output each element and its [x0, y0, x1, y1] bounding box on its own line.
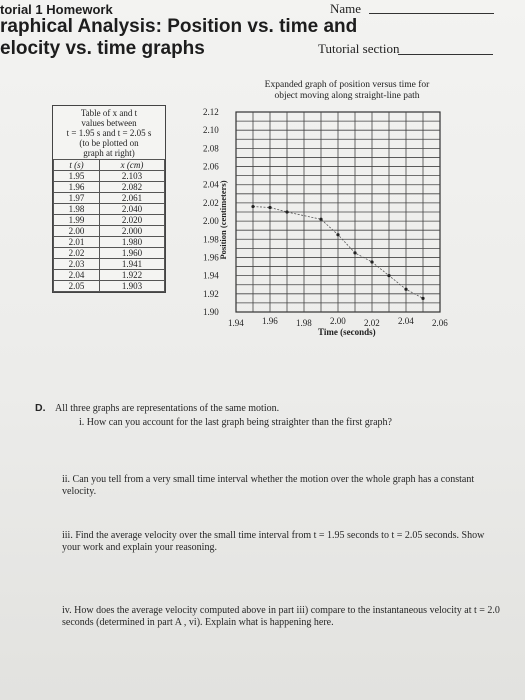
column-header-t: t (s): [54, 160, 100, 171]
y-tick-label: 2.10: [203, 125, 219, 136]
name-label: Name: [330, 1, 362, 16]
cell-x: 2.040: [99, 204, 164, 215]
cell-t: 1.95: [54, 171, 100, 182]
page-title-line1: raphical Analysis: Position vs. time and: [0, 16, 358, 37]
tutorial-section-label: Tutorial section: [318, 41, 400, 56]
y-tick-label: 2.04: [203, 179, 219, 190]
cell-t: 2.02: [54, 248, 100, 259]
question-iv: iv. How does the average velocity computed above in part iii) compare to the instantaneous velocity at t = 2.0 seconds (determined in part A , vi). Explain what is happening here.: [62, 605, 500, 628]
cell-x: 2.000: [99, 226, 164, 237]
question-i: i. How can you account for the last graph being straighter than the first graph?: [79, 417, 392, 428]
data-point: [319, 218, 322, 221]
data-point: [404, 288, 407, 291]
table-caption-line: t = 1.95 s and t = 2.05 s: [66, 128, 152, 138]
data-point: [268, 206, 271, 209]
data-point: [285, 210, 288, 213]
cell-t: 2.03: [54, 259, 100, 270]
table-caption-line: values between: [81, 118, 137, 128]
cell-t: 1.98: [54, 204, 100, 215]
cell-x: 1.980: [99, 237, 164, 248]
y-tick-label: 2.02: [203, 197, 219, 208]
y-tick-label: 1.94: [203, 270, 219, 281]
x-tick-label: 2.06: [432, 318, 448, 328]
table-caption-line: Table of x and t: [80, 108, 138, 118]
cell-t: 1.96: [54, 182, 100, 193]
x-tick-label: 1.98: [296, 318, 312, 328]
y-tick-label: 2.08: [203, 143, 219, 154]
y-tick-label: 2.12: [203, 107, 219, 117]
y-tick-label: 1.98: [203, 234, 219, 245]
cell-t: 2.04: [54, 270, 100, 281]
graph-title-text: Expanded graph of position versus time for object moving along straight-line path: [264, 80, 430, 101]
column-header-x: x (cm): [99, 160, 164, 171]
page-title-line2: elocity vs. time graphs: [0, 38, 205, 59]
x-tick-label: 2.04: [398, 316, 414, 326]
x-axis-label: Time (seconds): [318, 327, 376, 337]
table-caption-line: graph at right): [83, 148, 135, 158]
question-iii: iii. Find the average velocity over the small time interval from t = 1.95 seconds to t = 2.05 seconds. Show your work and explain your reasoning.: [62, 530, 485, 553]
question-ii: ii. Can you tell from a very small time interval whether the motion over the whole graph has a constant velocity.: [62, 474, 475, 497]
part-d-text: All three graphs are representations of the same motion.: [55, 403, 280, 414]
course-label: torial 1 Homework: [0, 2, 113, 17]
y-tick-label: 2.06: [203, 161, 219, 172]
data-point: [353, 251, 356, 254]
cell-x: 2.020: [99, 215, 164, 226]
cell-t: 2.00: [54, 226, 100, 237]
y-axis-label: Position (centimeters): [218, 180, 228, 260]
cell-x: 1.922: [99, 270, 164, 281]
data-point: [251, 205, 254, 208]
y-tick-label: 1.96: [203, 252, 219, 263]
cell-x: 2.061: [99, 193, 164, 204]
cell-x: 1.903: [99, 281, 164, 292]
x-tick-label: 2.00: [330, 316, 346, 326]
cell-x: 2.082: [99, 182, 164, 193]
cell-x: 2.103: [99, 171, 164, 182]
cell-x: 1.960: [99, 248, 164, 259]
y-tick-label: 1.92: [203, 288, 219, 299]
data-point: [421, 297, 424, 300]
cell-t: 2.01: [54, 237, 100, 248]
x-tick-label: 1.96: [262, 316, 278, 326]
data-point: [370, 260, 373, 263]
cell-x: 1.941: [99, 259, 164, 270]
cell-t: 1.97: [54, 193, 100, 204]
y-tick-label: 2.00: [203, 216, 219, 227]
cell-t: 2.05: [54, 281, 100, 292]
part-d-letter: D.: [35, 402, 46, 414]
y-tick-label: 1.90: [203, 307, 219, 317]
x-tick-label: 1.94: [228, 318, 244, 328]
x-tick-label: 2.02: [364, 318, 380, 328]
table-caption-line: (to be plotted on: [79, 138, 139, 148]
data-point: [336, 233, 339, 236]
cell-t: 1.99: [54, 215, 100, 226]
data-point: [387, 274, 390, 277]
